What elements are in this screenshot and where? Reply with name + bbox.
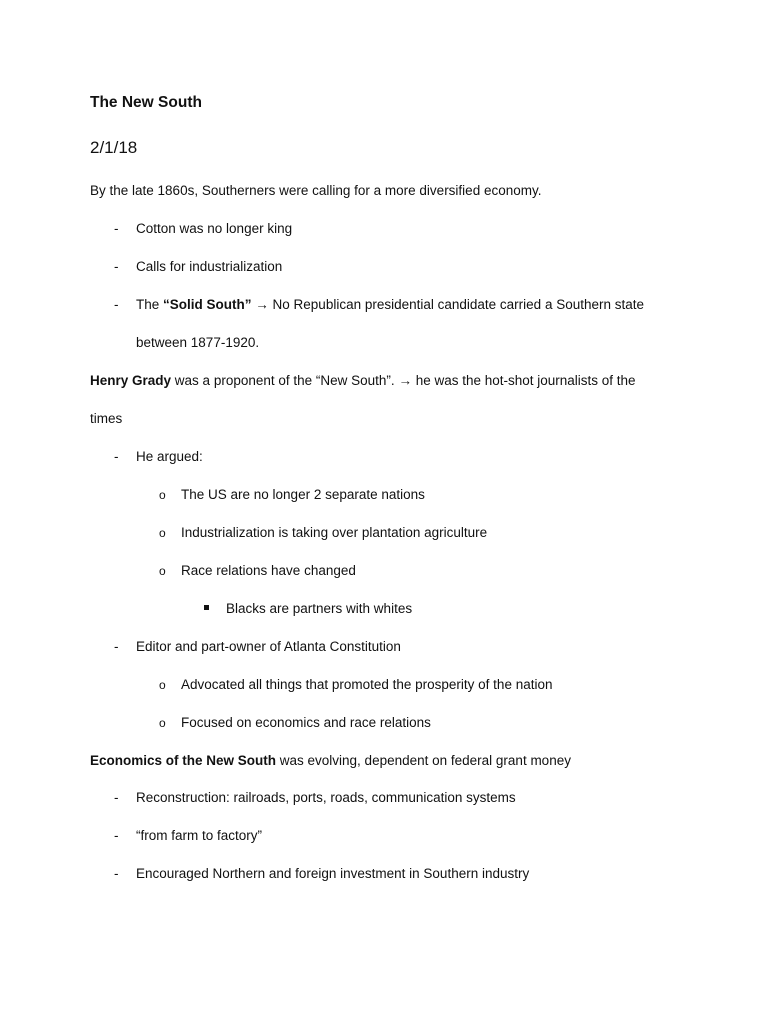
solid-south-prefix: The — [136, 297, 164, 312]
intro-paragraph: By the late 1860s, Southerners were calling for a more diversified economy. — [90, 183, 542, 198]
list-item: Encouraged Northern and foreign investment in Southern industry — [136, 866, 530, 881]
circle-bullet-marker: o — [159, 716, 166, 730]
sub-list-item: The US are no longer 2 separate nations — [181, 487, 425, 502]
dash-bullet-marker: - — [114, 790, 119, 805]
circle-bullet-marker: o — [159, 526, 166, 540]
grady-rest: he was the hot-shot journalists of the — [411, 373, 636, 388]
right-arrow-icon: → — [398, 373, 412, 388]
solid-south-term: “Solid South” — [163, 297, 252, 312]
list-item: Editor and part-owner of Atlanta Constitution — [136, 639, 401, 654]
dash-bullet-marker: - — [114, 259, 119, 274]
economics-heading: Economics of the New South — [90, 753, 277, 768]
circle-bullet-marker: o — [159, 564, 166, 578]
economics-paragraph — [90, 752, 571, 770]
grady-name: Henry Grady — [90, 373, 172, 388]
dash-bullet-marker: - — [114, 866, 119, 881]
dash-bullet-marker: - — [114, 828, 119, 843]
document-date: 2/1/18 — [90, 138, 138, 157]
list-item-solid-south — [136, 296, 644, 314]
list-item: Cotton was no longer king — [136, 221, 293, 236]
dash-bullet-marker: - — [114, 449, 119, 464]
economics-text: was evolving, dependent on federal grant money — [276, 753, 571, 768]
sub-list-item: Race relations have changed — [181, 563, 356, 578]
sub-list-item: Advocated all things that promoted the prosperity of the nation — [181, 677, 553, 692]
dash-bullet-marker: - — [114, 221, 119, 236]
sub-list-item: Focused on economics and race relations — [181, 715, 431, 730]
sub-sub-list-item: Blacks are partners with whites — [226, 601, 413, 616]
grady-text: was a proponent of the “New South”. — [171, 373, 399, 388]
right-arrow-icon: → — [251, 297, 273, 312]
dash-bullet-marker: - — [114, 297, 119, 312]
list-item: Calls for industrialization — [136, 259, 283, 274]
sub-list-item: Industrialization is taking over plantation agriculture — [181, 525, 488, 540]
circle-bullet-marker: o — [159, 678, 166, 692]
dash-bullet-marker: - — [114, 639, 119, 654]
grady-paragraph — [90, 372, 636, 390]
list-item-continuation: between 1877-1920. — [136, 335, 260, 350]
square-bullet-icon — [204, 605, 209, 610]
list-item: Reconstruction: railroads, ports, roads, communication systems — [136, 790, 516, 805]
grady-continuation: times — [90, 411, 123, 426]
list-item: He argued: — [136, 449, 203, 464]
document-title: The New South — [90, 94, 202, 111]
list-item: “from farm to factory” — [136, 828, 263, 843]
circle-bullet-marker: o — [159, 488, 166, 502]
solid-south-text: No Republican presidential candidate carried a Southern state — [272, 297, 645, 312]
